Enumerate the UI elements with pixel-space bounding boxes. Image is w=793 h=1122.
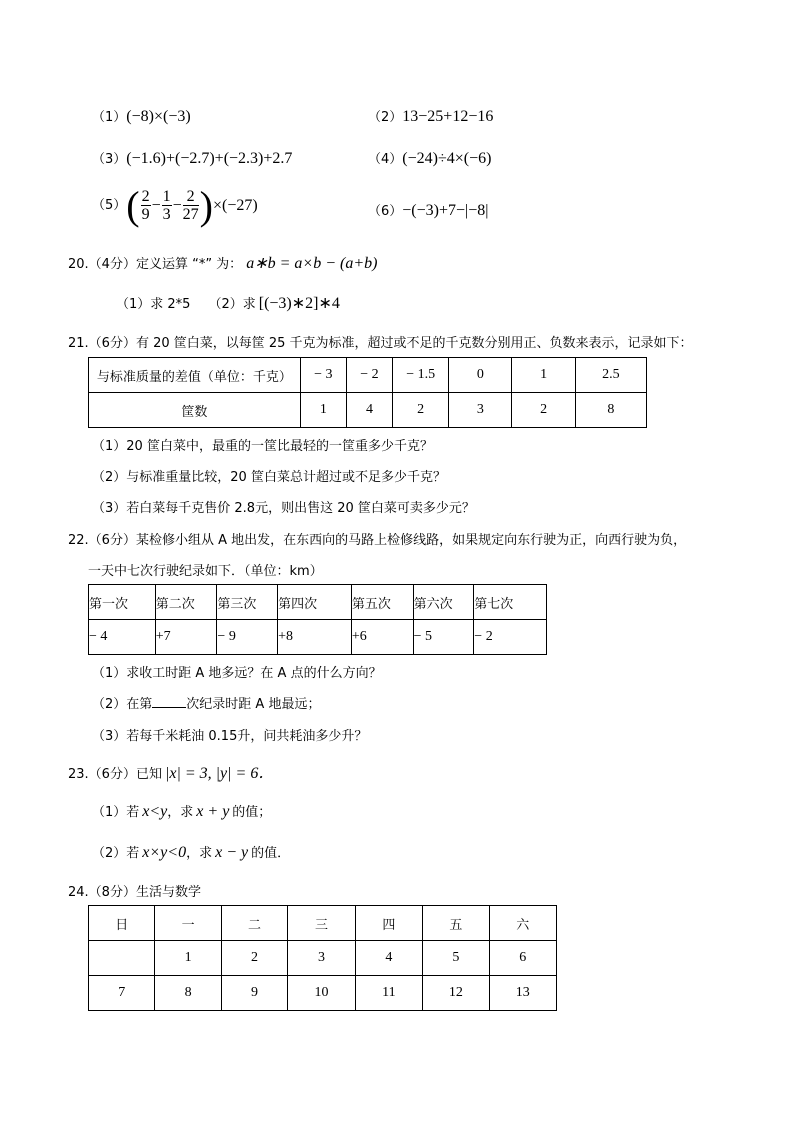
q23-sub2 bbox=[92, 842, 290, 862]
table-header-cell: 三 bbox=[288, 906, 355, 941]
table-cell: − 2 bbox=[474, 620, 547, 655]
table-header-cell: 第六次 bbox=[413, 585, 474, 620]
table-row bbox=[89, 976, 557, 1011]
table-header-cell: 五 bbox=[423, 906, 489, 941]
table-header-cell: 二 bbox=[221, 906, 287, 941]
q20-sub1: （1）求 2*5 bbox=[116, 297, 191, 312]
table-cell: − 3 bbox=[300, 358, 346, 393]
q19-item-5-label: （5） bbox=[92, 198, 127, 213]
q19-item-6-label: （6） bbox=[368, 204, 403, 219]
fraction-3 bbox=[183, 189, 199, 223]
q19-item-1-label: （1） bbox=[92, 110, 127, 125]
q19-item-3 bbox=[92, 148, 292, 168]
table-cell: 2 bbox=[512, 393, 575, 428]
fraction-1 bbox=[141, 189, 151, 223]
q19-item-6 bbox=[368, 200, 488, 220]
table-cell: 4 bbox=[355, 941, 422, 976]
table-header-cell: 第一次 bbox=[89, 585, 156, 620]
q23-sub1 bbox=[92, 801, 271, 821]
table-header-cell: 第七次 bbox=[474, 585, 547, 620]
q19-item-2-expr: 13−25+12−16 bbox=[402, 108, 494, 125]
fraction-3-numerator: 2 bbox=[183, 189, 199, 206]
fraction-2-denominator: 3 bbox=[162, 206, 171, 223]
q22-sub2-suffix: 次纪录时距 A 地最远； bbox=[186, 697, 321, 712]
table-row bbox=[89, 393, 647, 428]
q19-item-1-expr: (−8)×(−3) bbox=[126, 108, 191, 125]
table-cell: 3 bbox=[288, 941, 355, 976]
q24-calendar-table bbox=[88, 905, 557, 1011]
table-row bbox=[89, 620, 547, 655]
minus-sign: − bbox=[151, 197, 161, 214]
q19-item-1 bbox=[92, 106, 191, 126]
q20-subquestions bbox=[116, 293, 340, 313]
fraction-3-denominator: 27 bbox=[182, 206, 199, 223]
q20-stem-text: 20.（4分）定义运算 “*” 为： bbox=[68, 257, 243, 272]
q21-sub2: （2）与标准重量比较，20 筐白菜总计超过或不足多少千克？ bbox=[92, 470, 446, 485]
q22-stem-line2: 一天中七次行驶纪录如下．（单位：km） bbox=[88, 564, 323, 579]
table-cell: 9 bbox=[221, 976, 287, 1011]
q22-sub2-prefix: （2）在第 bbox=[92, 697, 153, 712]
table-cell: 8 bbox=[155, 976, 221, 1011]
q19-item-4-expr: (−24)÷4×(−6) bbox=[402, 150, 492, 167]
q24-stem: 24.（8分）生活与数学 bbox=[68, 885, 201, 900]
fraction-1-numerator: 2 bbox=[141, 188, 150, 205]
q19-item-2-label: （2） bbox=[368, 110, 403, 125]
fraction-1-denominator: 9 bbox=[141, 206, 150, 223]
q23-sub2-expr: x − y bbox=[215, 844, 249, 861]
q22-table bbox=[88, 584, 547, 655]
table-cell: − 2 bbox=[346, 358, 392, 393]
table-header-cell: 四 bbox=[355, 906, 422, 941]
table-cell: − 4 bbox=[89, 620, 156, 655]
table-cell: 1 bbox=[512, 358, 575, 393]
q22-stem-line1: 22.（6分）某检修小组从 A 地出发，在东西向的马路上检修线路，如果规定向东行驶为正，向西行驶为负， bbox=[68, 533, 687, 548]
right-paren-icon: ) bbox=[199, 183, 213, 228]
q23-stem bbox=[68, 760, 274, 783]
q21-stem: 21.（6分）有 20 筐白菜，以每筐 25 千克为标准，超过或不足的千克数分别用正、负数来表示，记录如下： bbox=[68, 336, 693, 351]
q23-condition: |x| = 3, |y| = 6． bbox=[164, 765, 275, 782]
q19-item-4-label: （4） bbox=[368, 152, 403, 167]
q23-sub1-expr: x + y bbox=[196, 803, 230, 820]
answer-blank[interactable] bbox=[152, 695, 186, 708]
table-cell: − 5 bbox=[413, 620, 474, 655]
table-header-cell: 第三次 bbox=[217, 585, 278, 620]
q20-stem bbox=[68, 253, 377, 273]
table-cell: 7 bbox=[89, 976, 155, 1011]
q21-sub3: （3）若白菜每千克售价 2.8元，则出售这 20 筐白菜可卖多少元？ bbox=[92, 501, 475, 516]
q19-item-3-expr: (−1.6)+(−2.7)+(−2.3)+2.7 bbox=[126, 150, 293, 167]
table-cell: +7 bbox=[155, 620, 217, 655]
q19-item-2 bbox=[368, 106, 493, 126]
table-cell: 6 bbox=[489, 941, 556, 976]
q22-sub1: （1）求收工时距 A 地多远？在 A 点的什么方向？ bbox=[92, 666, 382, 681]
q22-sub3: （3）若每千米耗油 0.15升，问共耗油多少升？ bbox=[92, 729, 368, 744]
q21-table bbox=[88, 357, 647, 428]
table-header-cell: 日 bbox=[89, 906, 155, 941]
q23-sub2-suffix: 的值． bbox=[251, 846, 291, 861]
fraction-2 bbox=[162, 189, 172, 223]
q19-item-5-tail: ×(−27) bbox=[213, 197, 258, 214]
table-row bbox=[89, 906, 557, 941]
q21-row1-header: 与标准质量的差值（单位：千克） bbox=[89, 358, 301, 393]
table-cell: 12 bbox=[423, 976, 489, 1011]
q20-definition: a∗b = a×b − (a+b) bbox=[246, 255, 378, 272]
q19-item-4 bbox=[368, 148, 491, 168]
table-cell: 1 bbox=[155, 941, 221, 976]
q20-sub2-label: （2）求 bbox=[208, 297, 256, 312]
q23-sub2-condition: x×y<0 bbox=[142, 844, 187, 861]
q19-item-6-expr: −(−3)+7−|−8| bbox=[402, 202, 489, 219]
table-header-cell: 一 bbox=[155, 906, 221, 941]
table-cell: 2 bbox=[393, 393, 449, 428]
table-header-cell: 六 bbox=[489, 906, 556, 941]
table-row bbox=[89, 941, 557, 976]
table-cell: 11 bbox=[355, 976, 422, 1011]
table-cell: +6 bbox=[351, 620, 413, 655]
table-cell: − 9 bbox=[217, 620, 278, 655]
table-cell: 4 bbox=[346, 393, 392, 428]
table-row bbox=[89, 585, 547, 620]
q21-sub1: （1）20 筐白菜中，最重的一筐比最轻的一筐重多少千克？ bbox=[92, 439, 433, 454]
table-cell bbox=[89, 941, 155, 976]
table-header-cell: 第五次 bbox=[351, 585, 413, 620]
table-header-cell: 第二次 bbox=[155, 585, 217, 620]
table-cell: 0 bbox=[449, 358, 512, 393]
table-cell: +8 bbox=[278, 620, 352, 655]
q19-item-3-label: （3） bbox=[92, 152, 127, 167]
table-cell: 10 bbox=[288, 976, 355, 1011]
table-row bbox=[89, 358, 647, 393]
fraction-2-numerator: 1 bbox=[162, 188, 171, 205]
table-cell: 3 bbox=[449, 393, 512, 428]
q23-stem-text: 23.（6分）已知 bbox=[68, 767, 162, 782]
q23-sub1-mid: ，求 bbox=[167, 805, 194, 820]
q19-item-5 bbox=[92, 183, 258, 228]
table-cell: 8 bbox=[575, 393, 646, 428]
q20-sub2-expr: [(−3)∗2]∗4 bbox=[258, 295, 340, 312]
minus-sign: − bbox=[172, 197, 182, 214]
q23-sub2-mid: ，求 bbox=[186, 846, 213, 861]
table-cell: 2.5 bbox=[575, 358, 646, 393]
table-cell: − 1.5 bbox=[393, 358, 449, 393]
table-cell: 2 bbox=[221, 941, 287, 976]
left-paren-icon: ( bbox=[126, 183, 140, 228]
table-cell: 5 bbox=[423, 941, 489, 976]
table-cell: 1 bbox=[300, 393, 346, 428]
q23-sub1-suffix: 的值； bbox=[232, 805, 272, 820]
q23-sub1-prefix: （1）若 bbox=[92, 805, 140, 820]
q22-sub2 bbox=[92, 693, 320, 712]
table-header-cell: 第四次 bbox=[278, 585, 352, 620]
table-cell: 13 bbox=[489, 976, 556, 1011]
q23-sub1-condition: x<y bbox=[142, 803, 168, 820]
q23-sub2-prefix: （2）若 bbox=[92, 846, 140, 861]
q21-row2-header: 筐数 bbox=[89, 393, 301, 428]
